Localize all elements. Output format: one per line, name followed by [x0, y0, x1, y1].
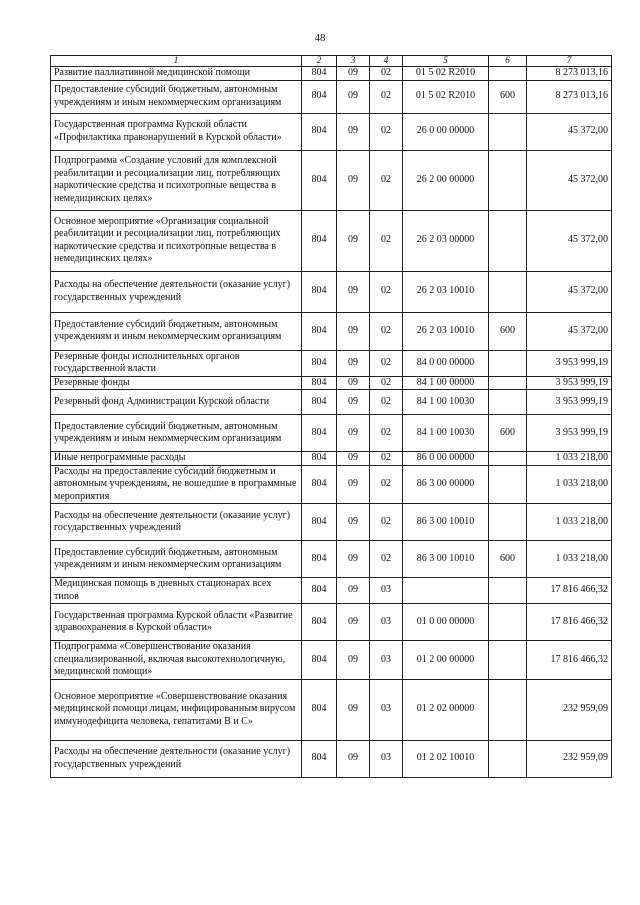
row-code-cell: 09	[337, 113, 370, 150]
row-code-cell: 804	[302, 350, 337, 376]
row-code-cell: 02	[370, 390, 403, 415]
row-code-cell: 45 372,00	[527, 150, 612, 210]
row-code-cell	[489, 113, 527, 150]
row-name-cell: Расходы на обеспечение деятельности (оказание услуг) государственных учреждений	[51, 504, 302, 541]
row-code-cell: 1 033 218,00	[527, 504, 612, 541]
row-code-cell	[489, 578, 527, 604]
row-code-cell: 804	[302, 390, 337, 415]
row-code-cell: 17 816 466,32	[527, 641, 612, 680]
row-code-cell	[489, 452, 527, 466]
table-row	[51, 452, 612, 466]
row-code-cell: 1 033 218,00	[527, 465, 612, 504]
row-name-cell: Подпрограмма «Совершенствование оказания специализированной, включая высокотехнологичную, медицинской помощи»	[51, 641, 302, 680]
row-code-cell: 01 5 02 R2010	[403, 67, 489, 81]
row-code-cell: 1 033 218,00	[527, 452, 612, 466]
column-header: 3	[337, 56, 370, 67]
row-code-cell: 804	[302, 150, 337, 210]
row-code-cell: 86 3 00 10010	[403, 541, 489, 578]
row-code-cell	[489, 376, 527, 390]
row-code-cell: 02	[370, 376, 403, 390]
row-code-cell: 09	[337, 541, 370, 578]
row-code-cell: 09	[337, 504, 370, 541]
table-row	[51, 541, 612, 578]
table-row	[51, 350, 612, 376]
row-code-cell	[403, 578, 489, 604]
row-code-cell: 3 953 999,19	[527, 390, 612, 415]
row-code-cell: 02	[370, 80, 403, 113]
row-code-cell: 17 816 466,32	[527, 604, 612, 641]
row-code-cell: 45 372,00	[527, 312, 612, 350]
row-code-cell: 09	[337, 150, 370, 210]
row-code-cell: 84 1 00 10030	[403, 390, 489, 415]
row-code-cell: 600	[489, 415, 527, 452]
row-code-cell: 02	[370, 271, 403, 312]
row-name-cell: Развитие паллиативной медицинской помощи	[51, 67, 302, 81]
row-code-cell: 3 953 999,19	[527, 376, 612, 390]
row-code-cell	[489, 390, 527, 415]
row-code-cell: 804	[302, 376, 337, 390]
row-code-cell: 02	[370, 350, 403, 376]
row-code-cell: 804	[302, 452, 337, 466]
table-row	[51, 80, 612, 113]
row-code-cell: 804	[302, 415, 337, 452]
row-code-cell	[489, 350, 527, 376]
row-name-cell: Резервные фонды	[51, 376, 302, 390]
row-code-cell: 804	[302, 641, 337, 680]
row-code-cell: 09	[337, 604, 370, 641]
row-code-cell: 804	[302, 541, 337, 578]
table-row	[51, 679, 612, 740]
row-code-cell: 804	[302, 80, 337, 113]
row-name-cell: Предоставление субсидий бюджетным, автономным учреждениям и иным некоммерческим организациям	[51, 80, 302, 113]
row-code-cell: 804	[302, 67, 337, 81]
row-code-cell: 804	[302, 504, 337, 541]
column-header: 4	[370, 56, 403, 67]
row-name-cell: Государственная программа Курской области «Профилактика правонарушений в Курской области»	[51, 113, 302, 150]
row-code-cell: 26 2 03 10010	[403, 312, 489, 350]
row-code-cell: 01 2 02 10010	[403, 740, 489, 777]
row-name-cell: Иные непрограммные расходы	[51, 452, 302, 466]
row-code-cell: 804	[302, 271, 337, 312]
table-row	[51, 113, 612, 150]
row-code-cell: 02	[370, 452, 403, 466]
page-number: 48	[314, 32, 326, 44]
row-code-cell: 01 2 00 00000	[403, 641, 489, 680]
row-code-cell	[489, 740, 527, 777]
row-name-cell: Расходы на обеспечение деятельности (оказание услуг) государственных учреждений	[51, 271, 302, 312]
row-code-cell: 8 273 013,16	[527, 80, 612, 113]
row-code-cell: 26 0 00 00000	[403, 113, 489, 150]
row-code-cell: 600	[489, 541, 527, 578]
row-code-cell: 600	[489, 80, 527, 113]
table-row	[51, 150, 612, 210]
table-row	[51, 210, 612, 271]
row-code-cell: 09	[337, 679, 370, 740]
row-code-cell: 3 953 999,19	[527, 415, 612, 452]
table-row	[51, 67, 612, 81]
row-code-cell: 45 372,00	[527, 113, 612, 150]
row-code-cell: 03	[370, 578, 403, 604]
row-name-cell: Резервные фонды исполнительных органов государственной власти	[51, 350, 302, 376]
column-header: 5	[403, 56, 489, 67]
row-code-cell: 09	[337, 271, 370, 312]
row-code-cell	[489, 679, 527, 740]
row-name-cell: Медицинская помощь в дневных стационарах всех типов	[51, 578, 302, 604]
row-code-cell	[489, 604, 527, 641]
row-code-cell: 804	[302, 465, 337, 504]
row-name-cell: Предоставление субсидий бюджетным, автономным учреждениям и иным некоммерческим организациям	[51, 312, 302, 350]
column-header: 7	[527, 56, 612, 67]
row-code-cell: 01 0 00 00000	[403, 604, 489, 641]
row-code-cell	[489, 210, 527, 271]
row-code-cell: 86 3 00 00000	[403, 465, 489, 504]
row-code-cell: 09	[337, 465, 370, 504]
table-row	[51, 504, 612, 541]
row-code-cell: 09	[337, 376, 370, 390]
row-code-cell: 804	[302, 210, 337, 271]
row-code-cell	[489, 67, 527, 81]
row-code-cell: 84 1 00 10030	[403, 415, 489, 452]
row-code-cell: 17 816 466,32	[527, 578, 612, 604]
row-code-cell: 03	[370, 641, 403, 680]
table-row	[51, 312, 612, 350]
row-code-cell: 02	[370, 210, 403, 271]
row-code-cell: 09	[337, 80, 370, 113]
row-code-cell: 01 2 02 00000	[403, 679, 489, 740]
row-code-cell: 232 959,09	[527, 679, 612, 740]
table-row	[51, 271, 612, 312]
row-code-cell: 03	[370, 679, 403, 740]
table-row	[51, 740, 612, 777]
row-code-cell: 02	[370, 113, 403, 150]
row-code-cell: 8 273 013,16	[527, 67, 612, 81]
row-code-cell: 02	[370, 415, 403, 452]
row-code-cell: 09	[337, 390, 370, 415]
row-code-cell	[489, 465, 527, 504]
row-code-cell: 02	[370, 541, 403, 578]
row-code-cell: 09	[337, 312, 370, 350]
table-row	[51, 578, 612, 604]
row-code-cell: 09	[337, 740, 370, 777]
row-code-cell: 02	[370, 67, 403, 81]
row-code-cell: 26 2 03 00000	[403, 210, 489, 271]
row-code-cell: 03	[370, 740, 403, 777]
row-name-cell: Предоставление субсидий бюджетным, автономным учреждениям и иным некоммерческим организациям	[51, 541, 302, 578]
row-code-cell	[489, 504, 527, 541]
row-code-cell: 232 959,09	[527, 740, 612, 777]
row-code-cell: 84 0 00 00000	[403, 350, 489, 376]
row-code-cell	[489, 271, 527, 312]
row-code-cell	[489, 150, 527, 210]
row-name-cell: Предоставление субсидий бюджетным, автономным учреждениям и иным некоммерческим организациям	[51, 415, 302, 452]
row-code-cell: 804	[302, 312, 337, 350]
row-code-cell: 26 2 00 00000	[403, 150, 489, 210]
row-code-cell: 45 372,00	[527, 210, 612, 271]
row-code-cell: 09	[337, 452, 370, 466]
row-name-cell: Основное мероприятие «Совершенствование оказания медицинской помощи лицам, инфицированным вирусом иммунодефицита человека, гепатитами B и C»	[51, 679, 302, 740]
budget-table	[50, 55, 612, 778]
row-code-cell: 01 5 02 R2010	[403, 80, 489, 113]
table-row	[51, 415, 612, 452]
row-code-cell: 02	[370, 150, 403, 210]
table-row	[51, 390, 612, 415]
row-code-cell: 02	[370, 504, 403, 541]
row-name-cell: Государственная программа Курской области «Развитие здравоохранения в Курской области»	[51, 604, 302, 641]
row-name-cell: Основное мероприятие «Организация социальной реабилитации и ресоциализации лиц, потребляющих наркотические средства и психотропные вещества в немедицинских целях»	[51, 210, 302, 271]
row-code-cell: 09	[337, 67, 370, 81]
row-name-cell: Расходы на предоставление субсидий бюджетным и автономным учреждениям, не вошедшие в программные мероприятия	[51, 465, 302, 504]
row-code-cell: 09	[337, 210, 370, 271]
row-code-cell: 804	[302, 740, 337, 777]
table-row	[51, 604, 612, 641]
row-code-cell: 3 953 999,19	[527, 350, 612, 376]
table-row	[51, 376, 612, 390]
row-name-cell: Резервный фонд Администрации Курской области	[51, 390, 302, 415]
row-code-cell: 02	[370, 312, 403, 350]
row-code-cell: 804	[302, 578, 337, 604]
row-code-cell: 09	[337, 641, 370, 680]
row-code-cell: 86 3 00 10010	[403, 504, 489, 541]
row-code-cell: 45 372,00	[527, 271, 612, 312]
row-name-cell: Расходы на обеспечение деятельности (оказание услуг) государственных учреждений	[51, 740, 302, 777]
row-code-cell: 26 2 03 10010	[403, 271, 489, 312]
row-code-cell: 600	[489, 312, 527, 350]
table-row	[51, 641, 612, 680]
row-code-cell: 804	[302, 679, 337, 740]
row-code-cell	[489, 641, 527, 680]
row-code-cell: 804	[302, 113, 337, 150]
column-header: 6	[489, 56, 527, 67]
row-code-cell: 03	[370, 604, 403, 641]
row-code-cell: 02	[370, 465, 403, 504]
column-header: 1	[51, 56, 302, 67]
row-name-cell: Подпрограмма «Создание условий для комплексной реабилитации и ресоциализации лиц, потребляющих наркотические средства и психотропные вещества в немедицинских целях»	[51, 150, 302, 210]
row-code-cell: 1 033 218,00	[527, 541, 612, 578]
table-row	[51, 465, 612, 504]
column-header: 2	[302, 56, 337, 67]
row-code-cell: 84 1 00 00000	[403, 376, 489, 390]
row-code-cell: 09	[337, 415, 370, 452]
row-code-cell: 86 0 00 00000	[403, 452, 489, 466]
row-code-cell: 09	[337, 350, 370, 376]
row-code-cell: 804	[302, 604, 337, 641]
row-code-cell: 09	[337, 578, 370, 604]
table-header-row	[51, 56, 612, 67]
